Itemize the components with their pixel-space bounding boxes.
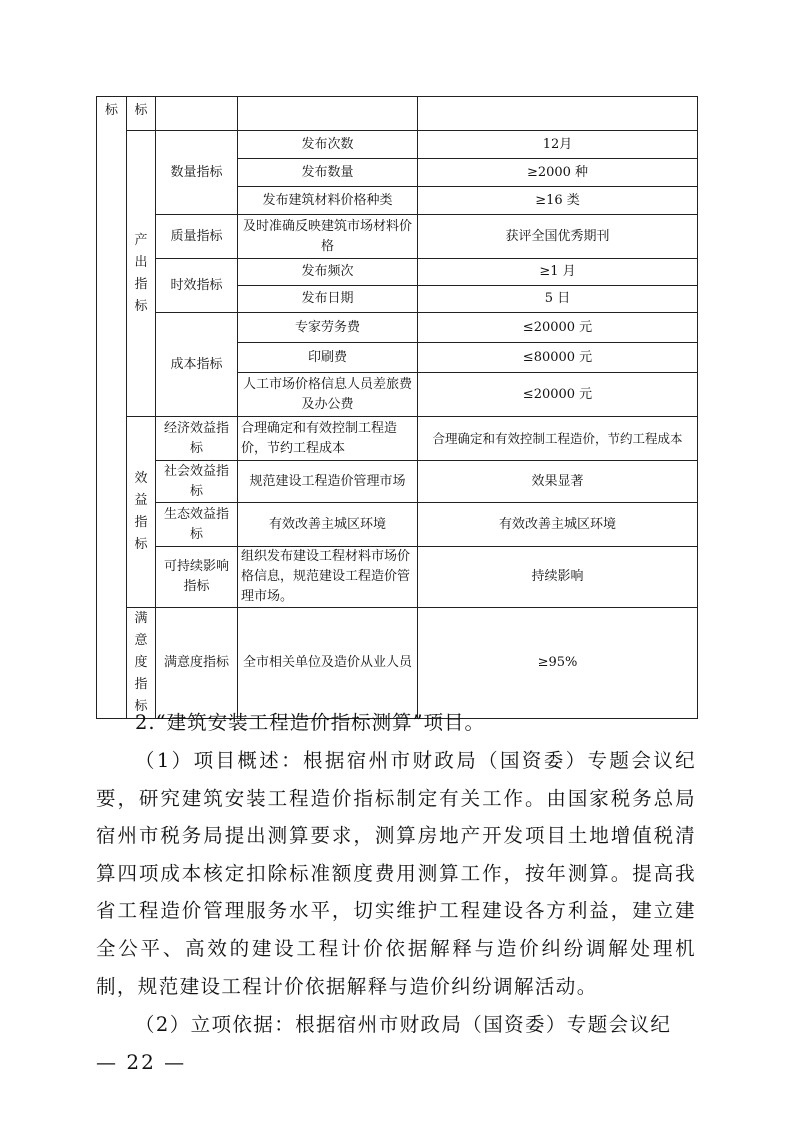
performance-indicator-table	[96, 96, 697, 719]
page-number: — 22 —	[96, 1050, 187, 1074]
indicator-name: 合理确定和有效控制工程造价，节约工程成本	[238, 417, 418, 461]
indicator-value: 持续影响	[418, 547, 698, 608]
social-benefit-category: 社会效益指标	[156, 461, 238, 503]
project-basis-paragraph: （2）立项依据：根据宿州市财政局（国资委）专题会议纪	[135, 1013, 672, 1036]
indicator-name: 人工市场价格信息人员差旅费及办公费	[238, 373, 418, 417]
timeliness-indicator-category: 时效指标	[156, 259, 238, 313]
indicator-name: 组织发布建设工程材料市场价格信息，规范建设工程造价管理市场。	[238, 547, 418, 608]
benefit-indicator-group: 效益指标	[127, 417, 156, 608]
table-row	[97, 417, 698, 461]
project-overview-paragraph: （1）项目概述：根据宿州市财政局（国资委）专题会议纪要，研究建筑安装工程造价指标制定有关工作。由国家税务总局宿州市税务局提出测算要求，测算房地产开发项目土地增值税清算四项成本核定扣除标准额度费用测算工作，按年测算。提高我省工程造价管理服务水平，切实维护工程建设各方利益，建立建全公平、高效的建设工程计价依据解释与造价纠纷调解处理机制，规范建设工程计价依据解释与造价纠纷调解活动。	[96, 749, 696, 998]
table-row	[97, 131, 698, 159]
first-level-indicator-cell: 标	[97, 97, 127, 719]
output-indicator-group: 产出指标	[127, 131, 156, 417]
indicator-value: 5 日	[418, 286, 698, 313]
table-row	[97, 461, 698, 503]
section-heading: 2.“建筑安装工程造价指标测算”项目。	[135, 711, 486, 734]
indicator-value: ≤20000 元	[418, 313, 698, 343]
second-level-indicator-cell: 标	[127, 97, 156, 131]
indicator-value: ≤80000 元	[418, 343, 698, 373]
indicator-name: 印刷费	[238, 343, 418, 373]
sustainable-impact-category: 可持续影响指标	[156, 547, 238, 608]
indicator-value: 合理确定和有效控制工程造价，节约工程成本	[418, 417, 698, 461]
table-row	[97, 215, 698, 259]
table-row	[97, 547, 698, 608]
indicator-value: ≤20000 元	[418, 373, 698, 417]
satisfaction-indicator-category: 满意度指标	[156, 608, 238, 719]
economic-benefit-category: 经济效益指标	[156, 417, 238, 461]
table-row	[97, 259, 698, 286]
table-row	[97, 503, 698, 547]
indicator-name: 全市相关单位及造价从业人员	[238, 608, 418, 719]
indicator-value: 效果显著	[418, 461, 698, 503]
table-row	[97, 313, 698, 343]
indicator-name: 有效改善主城区环境	[238, 503, 418, 547]
indicator-value: 12月	[418, 131, 698, 159]
table-row	[97, 608, 698, 719]
table-row	[97, 97, 698, 131]
indicator-name: 发布频次	[238, 259, 418, 286]
indicator-value: ≥95%	[418, 608, 698, 719]
indicator-value: ≥2000 种	[418, 159, 698, 187]
indicator-name: 专家劳务费	[238, 313, 418, 343]
quality-indicator-category: 质量指标	[156, 215, 238, 259]
indicator-name: 及时准确反映建筑市场材料价格	[238, 215, 418, 259]
indicator-name: 发布建筑材料价格种类	[238, 187, 418, 215]
satisfaction-indicator-group: 满意度指标	[127, 608, 156, 719]
indicator-value: ≥1 月	[418, 259, 698, 286]
indicator-name: 发布数量	[238, 159, 418, 187]
indicator-value: 获评全国优秀期刊	[418, 215, 698, 259]
ecological-benefit-category: 生态效益指标	[156, 503, 238, 547]
cost-indicator-category: 成本指标	[156, 313, 238, 417]
indicator-name: 发布日期	[238, 286, 418, 313]
quantity-indicator-category: 数量指标	[156, 131, 238, 215]
indicator-value: 有效改善主城区环境	[418, 503, 698, 547]
indicator-value: ≥16 类	[418, 187, 698, 215]
indicator-name: 发布次数	[238, 131, 418, 159]
indicator-name: 规范建设工程造价管理市场	[238, 461, 418, 503]
